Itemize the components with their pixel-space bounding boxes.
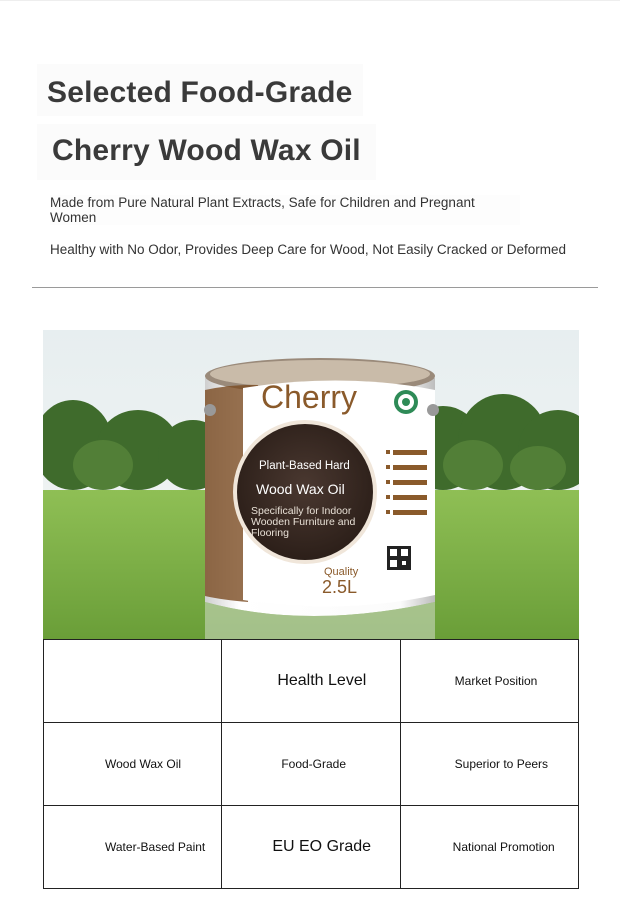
top-rule bbox=[0, 0, 620, 1]
subtitle-line1: Made from Pure Natural Plant Extracts, Safe for Children and Pregnant Women bbox=[50, 195, 520, 225]
table-header: Market Position bbox=[400, 640, 578, 723]
quality-label: Quality bbox=[324, 566, 359, 578]
table-cell: Superior to Peers bbox=[400, 723, 578, 806]
usage-text: Specifically for Indoor Wooden Furniture and Flooring bbox=[251, 506, 356, 539]
product-brand: Cherry bbox=[261, 379, 358, 415]
table-cell bbox=[44, 640, 222, 723]
table-header: Health Level bbox=[222, 640, 400, 723]
table-row bbox=[44, 640, 579, 723]
divider bbox=[32, 287, 598, 288]
page-title-line2: Cherry Wood Wax Oil bbox=[37, 124, 376, 180]
comparison-table bbox=[43, 639, 579, 889]
qr-code-icon bbox=[387, 546, 411, 570]
volume-label: 2.5L bbox=[322, 577, 358, 597]
badge-line2: Wood Wax Oil bbox=[256, 481, 345, 497]
table-cell: Water-Based Paint bbox=[44, 806, 222, 889]
table-row bbox=[44, 806, 579, 889]
eco-certification-icon bbox=[394, 390, 418, 414]
table-cell: National Promotion bbox=[400, 806, 578, 889]
product-photo bbox=[43, 330, 579, 639]
table-cell: EU EO Grade bbox=[222, 806, 400, 889]
badge-line1: Plant-Based Hard bbox=[259, 460, 350, 472]
table-cell: Food-Grade bbox=[222, 723, 400, 806]
table-cell: Wood Wax Oil bbox=[44, 723, 222, 806]
subtitle-line2: Healthy with No Odor, Provides Deep Care for Wood, Not Easily Cracked or Deformed bbox=[50, 242, 566, 257]
page-title-line1: Selected Food-Grade bbox=[37, 64, 363, 116]
table-row bbox=[44, 723, 579, 806]
